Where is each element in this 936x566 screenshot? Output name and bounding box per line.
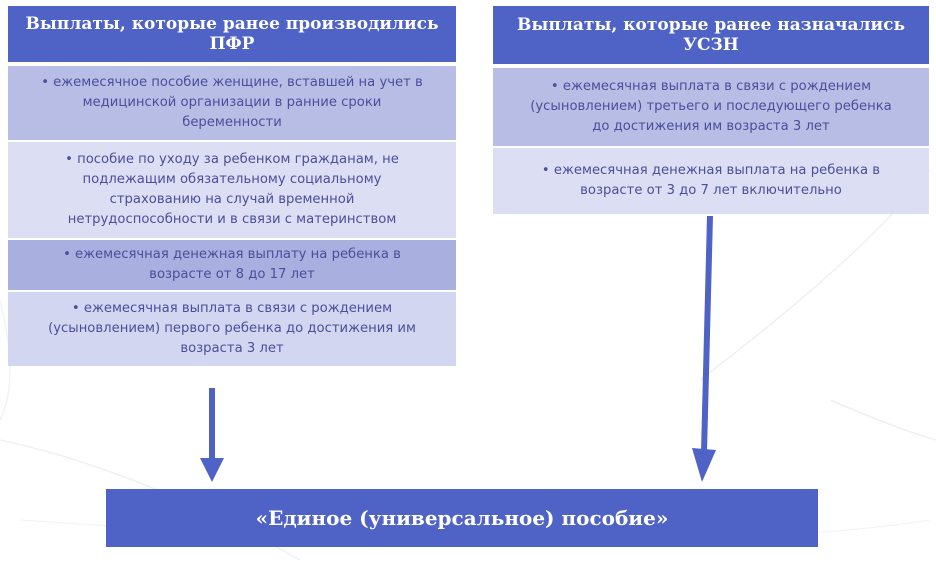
pfr-item-early-pregnancy-allowance (8, 66, 456, 140)
pfr-header-line-1: Выплаты, которые ранее производились (25, 14, 439, 34)
item-line: • ежемесячное пособие женщине, вставшей на учет в (41, 75, 423, 90)
arrow-down-left (198, 388, 226, 482)
uszn-payments-header (493, 6, 929, 64)
uszn-item-child-3-7-payment (493, 146, 929, 214)
pfr-item-child-8-17-payment (8, 238, 456, 290)
pfr-header-line-2: ПФР (209, 34, 255, 54)
pfr-payments-header (8, 6, 456, 62)
item-line: • ежемесячная денежная выплата на ребенка в (541, 163, 881, 178)
item-line: подлежащим обязательному социальному (82, 172, 382, 187)
arrow-down-right (688, 216, 718, 482)
item-line: медицинской организации в ранние сроки (82, 95, 382, 110)
item-line: • ежемесячная выплата в связи с рождением (71, 301, 393, 316)
unified-allowance-label: «Единое (универсальное) пособие» (255, 506, 669, 530)
uszn-header-line-2: УСЗН (683, 35, 739, 55)
item-line: (усыновлением) первого ребенка до достижения им (48, 321, 416, 336)
item-line: возраста 3 лет (180, 341, 284, 356)
item-line: • ежемесячная выплата в связи с рождением (550, 79, 872, 94)
pfr-item-first-child-payment (8, 290, 456, 366)
item-line: • пособие по уходу за ребенком гражданам, не (65, 152, 399, 167)
uszn-item-third-child-payment (493, 68, 929, 146)
item-line: • ежемесячная денежная выплату на ребенка в (63, 247, 401, 262)
item-line: (усыновлением) третьего и последующего ребенка (530, 99, 892, 114)
item-line: до достижения им возраста 3 лет (592, 119, 830, 134)
item-line: возрасте от 3 до 7 лет включительно (580, 183, 842, 198)
item-line: страхованию на случай временной (109, 192, 355, 207)
unified-allowance-box (106, 489, 818, 547)
uszn-header-line-1: Выплаты, которые ранее назначались (516, 15, 906, 35)
item-line: нетрудоспособности и в связи с материнством (67, 212, 397, 227)
item-line: беременности (182, 115, 282, 130)
item-line: возрасте от 8 до 17 лет (149, 267, 315, 282)
uszn-payments-list (493, 68, 929, 214)
pfr-item-childcare-allowance (8, 140, 456, 238)
pfr-payments-list (8, 66, 456, 366)
